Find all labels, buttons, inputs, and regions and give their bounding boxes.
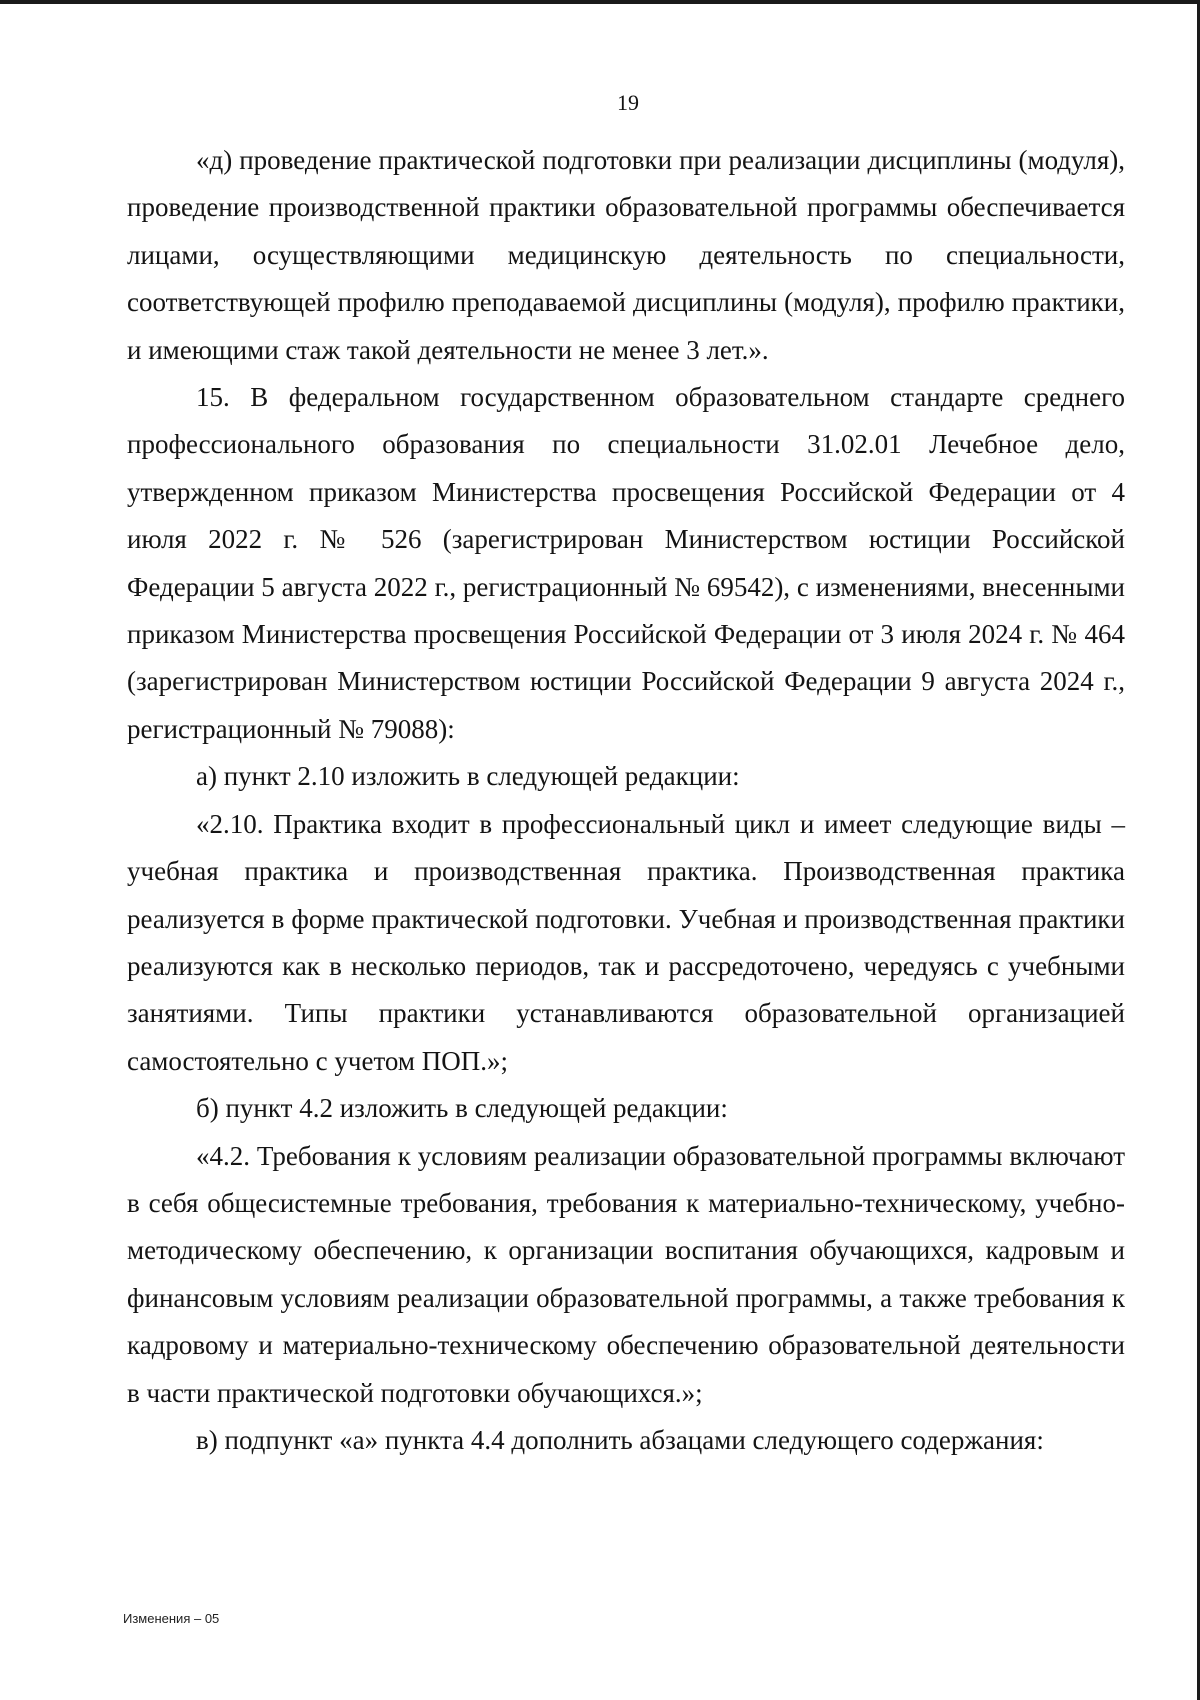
paragraph-b-item-4-2: б) пункт 4.2 изложить в следующей редакции: bbox=[196, 1093, 728, 1124]
footer-revision-label: Изменения – 05 bbox=[123, 1611, 220, 1626]
page-number: 19 bbox=[617, 90, 639, 115]
paragraph-15-fgos-amendment: 15. В федеральном государственном образовательном стандарте среднего профессионального образования по специальности 31.02.01 Лечебное дело, утвержденном приказом Министерства просвещения Российской Федерации от 4 июля 2022 г. № 526 (зарегистрирован Министерством юстиции Российской Федерации 5 августа 2022 г., регистрационный № 69542), с изменениями, внесенными приказом Министерства просвещения Российской Федерации от 3 июля 2024 г. № 464 (зарегистрирован Министерством юстиции Российской Федерации 9 августа 2024 г., регистрационный № 79088): bbox=[127, 382, 1125, 744]
scan-edge-top bbox=[0, 0, 1200, 4]
paragraph-v-item-4-4: в) подпункт «а» пункта 4.4 дополнить абзацами следующего содержания: bbox=[196, 1424, 1044, 1455]
paragraph-a-item-2-10: а) пункт 2.10 изложить в следующей редакции: bbox=[196, 761, 740, 792]
paragraph-2-10-text: «2.10. Практика входит в профессиональный цикл и имеет следующие виды – учебная практика и производственная практика. Производственная практика реализуется в форме практической подготовки. Учебная и производственная практики реализуются как в несколько периодов, так и рассредоточено, чередуясь с учебными занятиями. Типы практики устанавливаются образовательной организацией самостоятельно с учетом ПОП.»; bbox=[127, 808, 1125, 1076]
paragraph-4-2-text: «4.2. Требования к условиям реализации образовательной программы включают в себя общесистемные требования, требования к материально-техническому, учебно-методическому обеспечению, к организации воспитания обучающихся, кадровым и финансовым условиям реализации образовательной программы, а также требования к кадровому и материально-техническому обеспечению образовательной деятельности в части практической подготовки обучающихся.»; bbox=[127, 1140, 1125, 1408]
document-body bbox=[127, 137, 1125, 1464]
paragraph-d-practical-training: «д) проведение практической подготовки при реализации дисциплины (модуля), проведение производственной практики образовательной программы обеспечивается лицами, осуществляющими медицинскую деятельность по специальности, соответствующей профилю преподаваемой дисциплины (модуля), профилю практики, и имеющими стаж такой деятельности не менее 3 лет.». bbox=[127, 145, 1125, 365]
